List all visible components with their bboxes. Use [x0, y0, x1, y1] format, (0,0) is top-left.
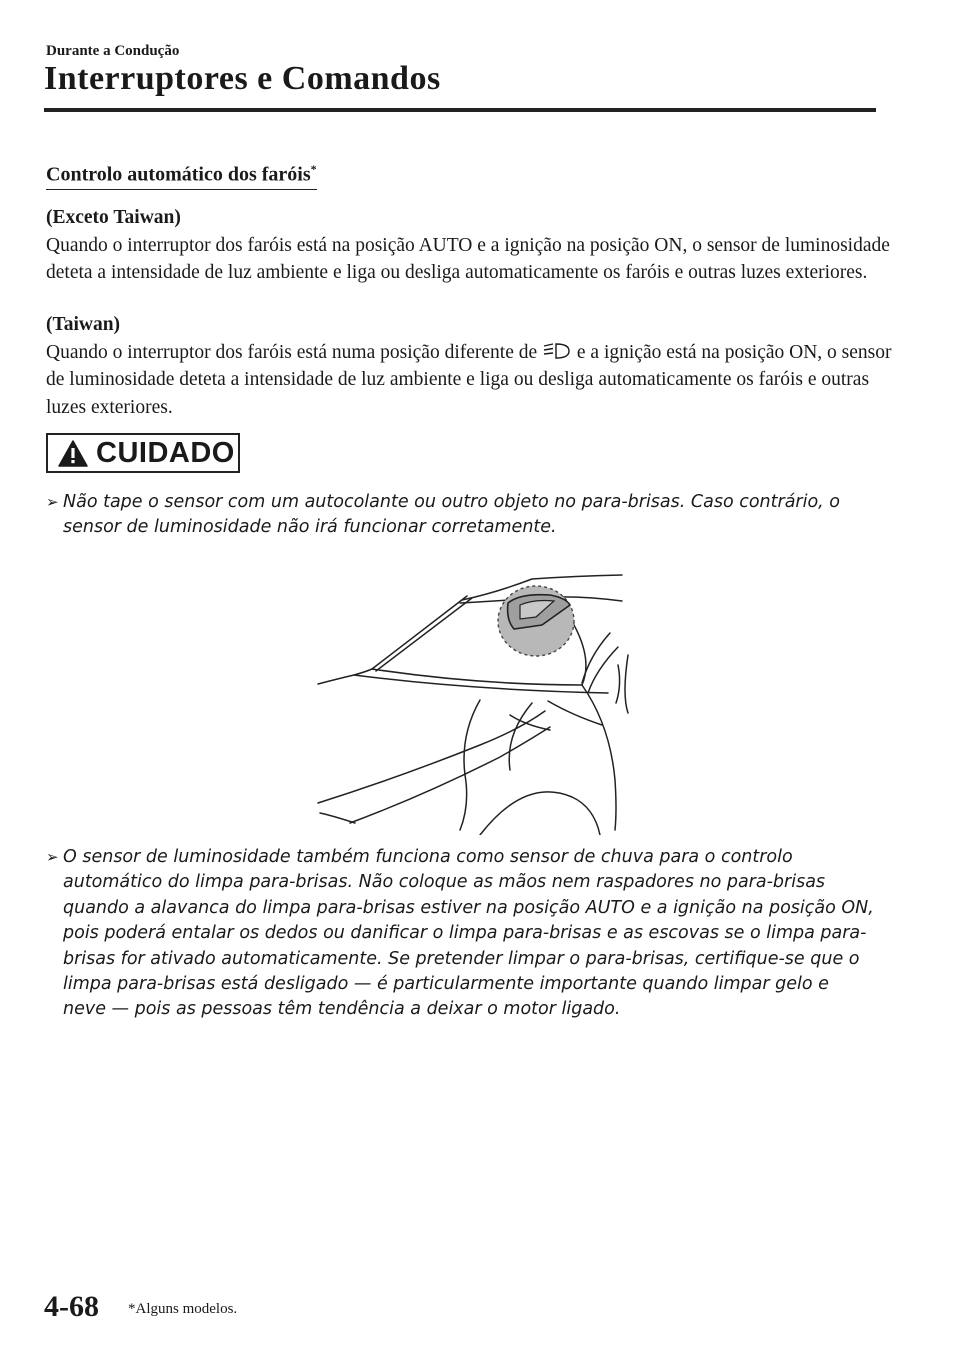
windshield-sensor-illustration — [310, 565, 630, 835]
caution-item — [46, 845, 876, 1023]
region-label: (Taiwan) — [46, 314, 121, 335]
caution-label: CUIDADO — [96, 436, 235, 469]
region-label: (Exceto Taiwan) — [46, 207, 181, 228]
footnote-mark: * — [310, 162, 317, 176]
paragraph-text — [46, 339, 896, 422]
page-number: 4-68 — [44, 1290, 99, 1323]
paragraph-taiwan — [46, 311, 896, 421]
caution-item — [46, 490, 876, 541]
bullet-arrow-icon: ➢ — [46, 848, 59, 866]
paragraph-text: Quando o interruptor dos faróis está na posição AUTO e a ignição na posição ON, o sensor de luminosidade deteta a intensidade de luz ambiente e liga ou desliga automaticamente os faróis e outras luzes exteriores. — [46, 234, 890, 283]
caution-item-text: Não tape o sensor com um autocolante ou outro objeto no para-brisas. Caso contrário, o sensor de luminosidade não irá funcionar corretamente. — [63, 492, 841, 538]
bullet-arrow-icon: ➢ — [46, 493, 59, 511]
section-label: Durante a Condução — [46, 43, 180, 59]
paragraph-except-taiwan — [46, 204, 896, 287]
subsection-title — [46, 162, 317, 190]
text-before-icon: Quando o interruptor dos faróis está numa posição diferente de — [46, 341, 543, 363]
text-after-icon: e a ignição está na posição ON, o sensor de luminosidade deteta a intensidade de luz ambiente e liga ou desliga automaticamente os faróis e outras luzes exteriores. — [46, 341, 892, 418]
headlight-low-beam-icon — [542, 341, 572, 359]
caution-item-text: O sensor de luminosidade também funciona como sensor de chuva para o controlo automático do limpa para-brisas. Não coloque as mãos nem raspadores no para-brisas quando a alavanca do limpa para-brisas estiver na posição AUTO e a ignição na posição ON, pois poderá entalar os dedos ou danificar o limpa para-brisas e as escovas se o limpa para-brisas for ativado automaticamente. Se pretender limpar o para-brisas, certifique-se que o limpa para-brisas está desligado — é particularmente importante quando limpar gelo e neve — pois as pessoas têm tendência a deixar o motor ligado. — [63, 847, 874, 1020]
warning-triangle-icon — [58, 440, 88, 467]
footnote: *Alguns modelos. — [128, 1301, 238, 1317]
chapter-title: Interruptores e Comandos — [44, 60, 441, 97]
caution-header — [46, 433, 240, 473]
subsection-title-text: Controlo automático dos faróis — [46, 163, 311, 186]
chapter-divider — [44, 108, 876, 112]
